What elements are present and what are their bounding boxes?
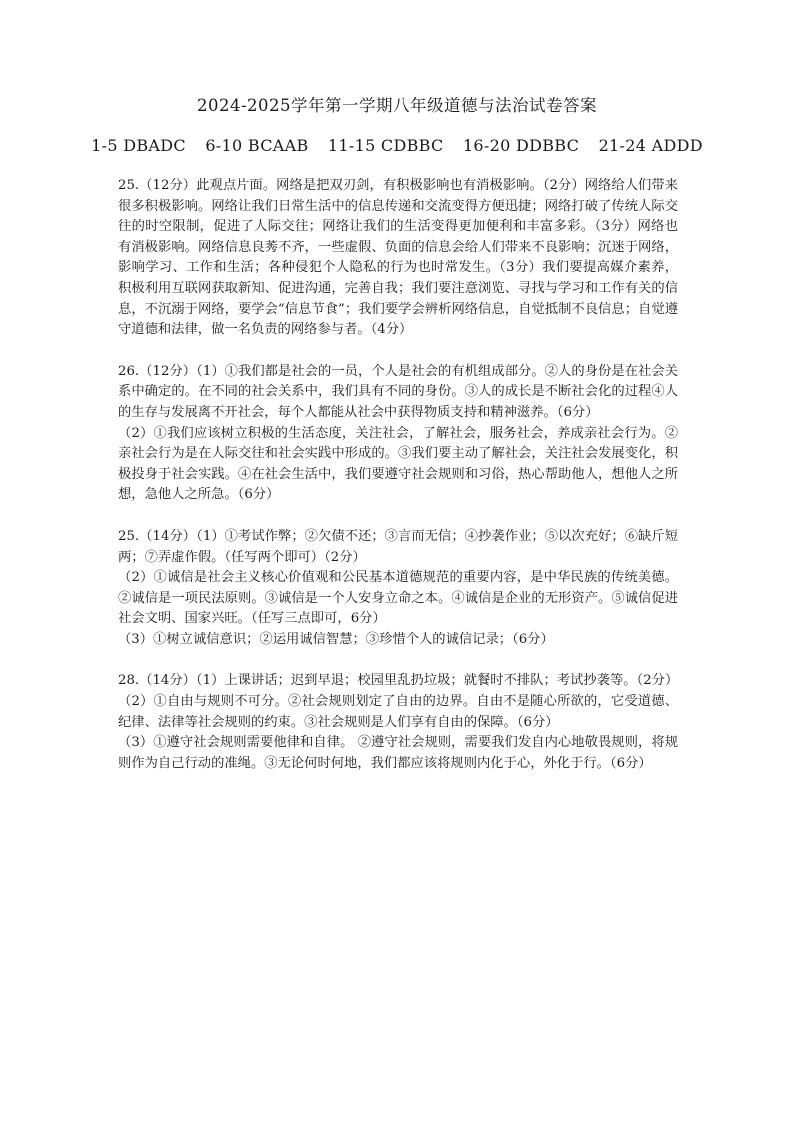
multiple-choice-answer-key bbox=[0, 136, 794, 155]
answer-paragraph: 28.（14分）（1）上课讲话；迟到早退；校园里乱扔垃圾；就餐时不排队；考试抄袭等。（2分） bbox=[118, 673, 679, 689]
question-27-answer bbox=[118, 527, 678, 651]
answer-paragraph: 26.（12分）（1）①我们都是社会的一员，个人是社会的有机组成部分。②人的身份是在社会关系中确定的。在不同的社会关系中，我们具有不同的身份。③人的成长是不断社会化的过程④人的生存与发展离不开社会，每个人都能从社会中获得物质支持和精神滋养。（6分） bbox=[118, 363, 678, 420]
question-26-answer bbox=[118, 362, 678, 506]
question-25-answer bbox=[118, 176, 678, 341]
answer-body bbox=[118, 176, 678, 795]
answer-paragraph: （3）①树立诚信意识；②运用诚信智慧；③珍惜个人的诚信记录；（6分） bbox=[118, 631, 554, 647]
answer-group: 11-15 CDBBC bbox=[327, 136, 444, 155]
page-title: 2024-2025学年第一学期八年级道德与法治试卷答案 bbox=[196, 96, 598, 115]
answer-group: 16-20 DDBBC bbox=[462, 136, 580, 155]
answer-group: 1-5 DBADC bbox=[91, 136, 186, 155]
answer-paragraph: （2）①我们应该树立积极的生活态度，关注社会，了解社会，服务社会，养成亲社会行为。②亲社会行为是在人际交往和社会实践中形成的。③我们要主动了解社会，关注社会发展变化，积极投身于社会实践。④在社会生活中，我们要遵守社会规则和习俗，热心帮助他人，想他人之所想，急他人之所急。（6分） bbox=[118, 425, 678, 503]
answer-group: 6-10 BCAAB bbox=[205, 136, 309, 155]
answer-paragraph: 25.（14分）（1）①考试作弊；②欠债不还；③言而无信；④抄袭作业；⑤以次充好；⑥缺斤短两；⑦弄虚作假。（任写两个即可）（2分） bbox=[118, 528, 678, 565]
answer-paragraph: （2）①诚信是社会主义核心价值观和公民基本道德规范的重要内容，是中华民族的传统美德。②诚信是一项民法原则。③诚信是一个人安身立命之本。④诚信是企业的无形资产。⑤诚信促进社会文明、国家兴旺。（任写三点即可，6分） bbox=[118, 570, 678, 627]
answer-paragraph: 25.（12分）此观点片面。网络是把双刃剑，有积极影响也有消极影响。（2分）网络给人们带来很多积极影响。网络让我们日常生活中的信息传递和交流变得方便迅捷；网络打破了传统人际交往的时空限制，促进了人际交往；网络让我们的生活变得更加便利和丰富多彩。（3分）网络也有消极影响。网络信息良莠不齐，一些虚假、负面的信息会给人们带来不良影响；沉迷于网络，影响学习、工作和生活；各种侵犯个人隐私的行为也时常发生。（3分）我们要提高媒介素养，积极利用互联网获取新知、促进沟通，完善自我；我们要注意浏览、寻找与学习和工作有关的信息，不沉溺于网络，要学会“信息节食”；我们要学会辨析网络信息，自觉抵制不良信息；自觉遵守道德和法律，做一名负责的网络参与者。（4分） bbox=[118, 178, 678, 338]
answer-paragraph: （3）①遵守社会规则需要他律和自律。 ②遵守社会规则，需要我们发自内心地敬畏规则，将规则作为自己行动的准绳。③无论何时何地，我们都应该将规则内化于心，外化于行。（6分） bbox=[118, 735, 678, 771]
answer-group: 21-24 ADDD bbox=[598, 136, 703, 155]
answer-paragraph: （2）①自由与规则不可分。②社会规则划定了自由的边界。自由不是随心所欲的，它受道德、纪律、法律等社会规则的约束。③社会规则是人们享有自由的保障。（6分） bbox=[118, 694, 678, 730]
question-28-answer bbox=[118, 671, 678, 774]
